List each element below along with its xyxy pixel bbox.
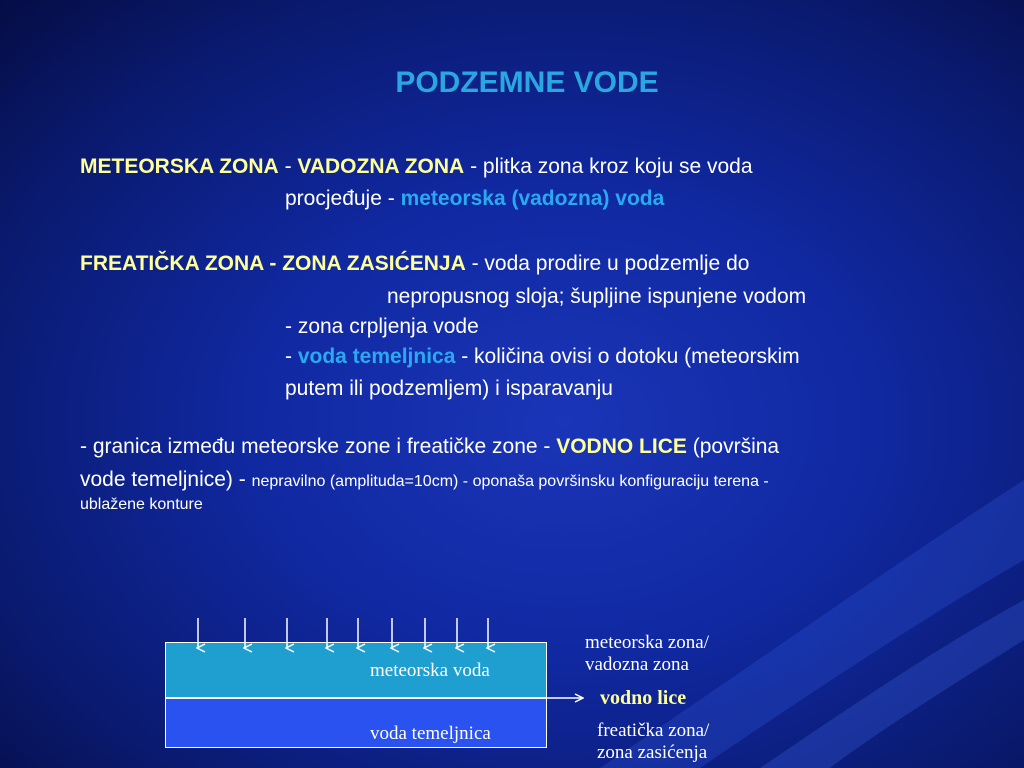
- meteorska-voda-term: meteorska (vadozna) voda: [400, 187, 665, 210]
- voda-temeljnica-term: voda temeljnica: [297, 345, 456, 368]
- page-title: PODZEMNE VODE: [395, 66, 659, 99]
- freaticka-zona-label: FREATIČKA ZONA - ZONA ZASIĆENJA: [80, 252, 466, 275]
- freaticka-line-5: putem ili podzemljem) i isparavanju: [285, 377, 613, 400]
- meteorska-zona-label: METEORSKA ZONA: [80, 155, 279, 178]
- freaticka-line-2: nepropusnog sloja; šupljine ispunjene vodom: [387, 285, 807, 308]
- zone-bottom-label: [597, 720, 709, 764]
- vodno-lice-term: VODNO LICE: [556, 435, 687, 458]
- meteorska-description: - plitka zona kroz koju se voda: [464, 155, 753, 178]
- zone-top-line-2: vadozna zona: [585, 654, 689, 675]
- granica-line1-prefix: - granica između meteorske zone i freatičke zone -: [80, 435, 557, 458]
- meteorska-voda-label: meteorska voda: [370, 660, 490, 681]
- granica-line1-rest: (površina: [686, 435, 780, 458]
- freaticka-line4-rest: - količina ovisi o dotoku (meteorskim: [455, 345, 800, 368]
- zone-bottom-line-1: freatička zona/: [597, 720, 710, 741]
- granica-line2-small: nepravilno (amplituda=10cm) - oponaša površinsku konfiguraciju terena -: [251, 473, 769, 490]
- freaticka-line-3: - zona crpljenja vode: [285, 315, 479, 338]
- granica-line2-prefix: vode temeljnice) -: [80, 468, 252, 491]
- zone-top-line-1: meteorska zona/: [585, 632, 709, 653]
- vadozna-zona-label: VADOZNA ZONA: [297, 155, 465, 178]
- voda-temeljnica-label: voda temeljnica: [370, 723, 491, 744]
- granica-line-3: ublažene konture: [80, 496, 203, 513]
- zone-top-label: [585, 632, 709, 676]
- meteorska-separator: -: [278, 155, 298, 178]
- zone-bottom-line-2: zona zasićenja: [597, 742, 708, 763]
- meteorska-line2-prefix: procjeđuje -: [285, 187, 401, 210]
- freaticka-line4-prefix: -: [285, 345, 298, 368]
- freaticka-description: - voda prodire u podzemlje do: [465, 252, 750, 275]
- water-table-label: vodno lice: [600, 687, 687, 709]
